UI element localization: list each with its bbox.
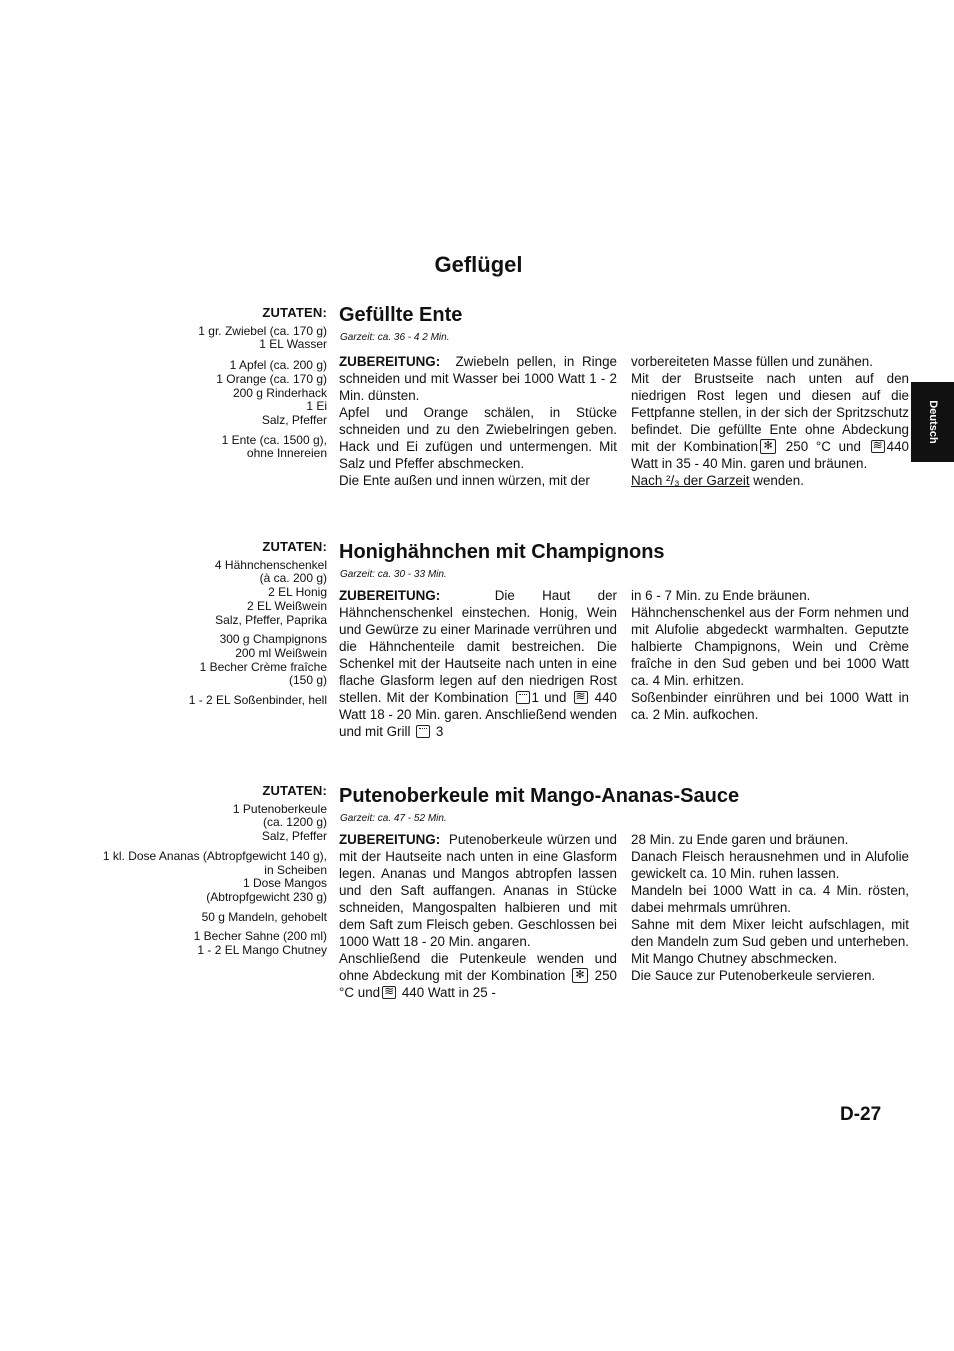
- microwave-icon: [382, 986, 396, 999]
- ingredient-line: 1 Apfel (ca. 200 g): [229, 358, 327, 373]
- cooking-time: Garzeit: ca. 36 - 4 2 Min.: [340, 332, 450, 343]
- prep-text: Die Haut der Hähnchenschenkel einstechen. Honig, Wein und Gewürze zu einer Marinade verrühren und die Hähnchenteile damit bestreichen. Die Schenkel mit der Hautseite nach unten in eine flache Glasform legen auf den niedrigen Rost stellen. Mit der Kombination: [339, 588, 617, 705]
- page-title: Geflügel: [434, 252, 523, 277]
- ingredients-list: [60, 540, 327, 714]
- ingredient-line: 200 ml Weißwein: [235, 645, 327, 660]
- zubereitung-label: ZUBEREITUNG:: [339, 354, 441, 369]
- prep-text: Die Ente außen und innen würzen, mit der: [339, 473, 590, 488]
- ingredient-line: 2 EL Honig: [268, 585, 327, 600]
- ingredient-line: 1 EL Wasser: [259, 337, 327, 352]
- ingredient-line: 1 Ente (ca. 1500 g),: [221, 432, 327, 447]
- cooking-time: Garzeit: ca. 30 - 33 Min.: [340, 569, 447, 580]
- ingredient-group: [60, 930, 327, 957]
- prep-text: 28 Min. zu Ende garen und bräunen.: [631, 832, 849, 847]
- preparation-column-2: [631, 831, 909, 984]
- prep-text: in 6 - 7 Min. zu Ende bräunen.: [631, 588, 811, 603]
- ingredient-line: Salz, Pfeffer: [261, 829, 327, 844]
- ingredient-line: 1 Putenoberkeule: [232, 801, 327, 816]
- microwave-icon: [574, 691, 588, 704]
- cooking-time: Garzeit: ca. 47 - 52 Min.: [340, 813, 447, 824]
- ingredient-line: (150 g): [288, 673, 327, 688]
- ingredient-line: 1 Becher Sahne (200 ml): [193, 929, 327, 944]
- recipe-title: Honighähnchen mit Champignons: [339, 541, 665, 563]
- ingredients-list: [60, 306, 327, 467]
- microwave-icon: [871, 440, 885, 453]
- prep-text: 250 °C und: [778, 439, 869, 454]
- language-tab-label: Deutsch: [926, 400, 939, 444]
- ingredient-group: [60, 803, 327, 844]
- zutaten-label: ZUTATEN:: [262, 783, 327, 798]
- ingredient-group: [60, 694, 327, 708]
- prep-text: Die Sauce zur Putenoberkeule servieren.: [631, 968, 876, 983]
- ingredient-line: 1 Becher Crème fraîche: [199, 659, 327, 674]
- preparation-column-2: [631, 587, 909, 723]
- ingredient-line: (Abtropfgewicht 230 g): [206, 889, 327, 904]
- prep-text: 3: [432, 724, 444, 739]
- prep-text: Anschließend die Putenkeule wenden und ohne Abdeckung mit der Kombination: [339, 951, 617, 983]
- ingredient-group: [60, 434, 327, 461]
- prep-text: Apfel und Orange schälen, in Stücke schneiden und zu den Zwiebelringen geben. Hack und Ei zufügen und untermengen. Mit Salz und Pfeffer abschmecken.: [339, 405, 617, 471]
- recipe-title: Gefüllte Ente: [339, 304, 463, 326]
- ingredient-group: [60, 911, 327, 925]
- prep-text: Mit der Brustseite nach unten auf den niedrigen Rost legen und diesen auf die Fettpfanne stellen, in der sich der Spritzschutz befindet. Die gefüllte Ente ohne Abdeckung mit der Kombination: [631, 371, 909, 454]
- ingredient-line: ohne Innereien: [246, 446, 327, 461]
- preparation-column-1: [339, 353, 617, 489]
- prep-text: Danach Fleisch herausnehmen und in Alufolie gewickelt ca. 10 Min. ruhen lassen.: [631, 849, 909, 881]
- ingredient-line: 1 Orange (ca. 170 g): [216, 371, 327, 386]
- ingredient-group: [60, 359, 327, 428]
- convection-icon: [760, 439, 776, 454]
- ingredient-line: 1 - 2 EL Mango Chutney: [197, 943, 327, 958]
- grill-icon: [416, 725, 430, 738]
- zubereitung-label: ZUBEREITUNG:: [339, 832, 441, 847]
- prep-text-underlined: Nach ²/₃ der Garzeit: [631, 473, 750, 488]
- ingredient-line: (ca. 1200 g): [262, 815, 327, 830]
- preparation-column-1: [339, 587, 617, 740]
- prep-text: Putenoberkeule würzen und mit der Hautseite nach unten in eine Glasform legen. Ananas und Mangos abtropfen lassen und den Saft auffangen. Ananas in Stücke schneiden, Mangospalten halbieren und mit dem Saft zum Fleisch geben. Geschlossen bei 1000 Watt 18 - 20 Min. angaren.: [339, 832, 617, 949]
- ingredient-group: [60, 559, 327, 628]
- ingredient-line: 1 gr. Zwiebel (ca. 170 g): [198, 323, 327, 338]
- ingredient-line: Salz, Pfeffer: [261, 412, 327, 427]
- prep-text: Sahne mit dem Mixer leicht aufschlagen, mit den Mandeln zum Sud geben und unterheben. Mit Mango Chutney abschmecken.: [631, 917, 909, 966]
- prep-text: wenden.: [749, 473, 804, 488]
- ingredients-list: [60, 784, 327, 964]
- ingredient-line: (à ca. 200 g): [259, 571, 327, 586]
- prep-text: 440 Watt in 35 - 40 Min. garen und bräunen.: [631, 439, 909, 471]
- prep-text: vorbereiteten Masse füllen und zunähen.: [631, 354, 873, 369]
- convection-icon: [572, 968, 588, 983]
- ingredient-line: 2 EL Weißwein: [246, 598, 327, 613]
- prep-text: 440 Watt 18 - 20 Min. garen. Anschließend wenden und mit Grill: [339, 690, 617, 739]
- ingredient-line: 1 - 2 EL Soßenbinder, hell: [188, 693, 327, 708]
- zubereitung-label: ZUBEREITUNG:: [339, 588, 441, 603]
- prep-text: Hähnchenschenkel aus der Form nehmen und mit Alufolie abgedeckt warmhalten. Geputzte halbierte Champignons, Wein und Crème fraîche in den Sud geben und bei 1000 Watt ca. 4 Min. erhitzen.: [631, 605, 909, 688]
- ingredient-line: 200 g Rinderhack: [232, 385, 327, 400]
- prep-text: Soßenbinder einrühren und bei 1000 Watt in ca. 2 Min. aufkochen.: [631, 690, 909, 722]
- page-number: D-27: [840, 1104, 882, 1125]
- ingredient-line: 4 Hähnchenschenkel: [214, 557, 327, 572]
- ingredient-group: [60, 325, 327, 352]
- prep-text: Mandeln bei 1000 Watt in ca. 4 Min. rösten, dabei mehrmals umrühren.: [631, 883, 909, 915]
- ingredient-group: [60, 633, 327, 688]
- prep-text: 250 °C und: [339, 968, 617, 1000]
- ingredient-line: 1 kl. Dose Ananas (Abtropfgewicht 140 g),: [102, 848, 327, 863]
- ingredient-line: 300 g Champignons: [219, 632, 327, 647]
- ingredient-line: 1 Ei: [306, 399, 327, 414]
- recipe-title: Putenoberkeule mit Mango-Ananas-Sauce: [339, 785, 740, 807]
- ingredient-line: in Scheiben: [264, 862, 327, 877]
- grill-icon: [516, 691, 530, 704]
- zutaten-label: ZUTATEN:: [262, 305, 327, 320]
- language-tab: [911, 382, 954, 462]
- preparation-column-1: [339, 831, 617, 1001]
- prep-text: Zwiebeln pellen, in Ringe schneiden und mit Wasser bei 1000 Watt 1 - 2 Min. dünsten.: [339, 354, 617, 403]
- ingredient-line: 1 Dose Mangos: [242, 876, 327, 891]
- prep-text: 1 und: [531, 690, 572, 705]
- ingredient-group: [60, 850, 327, 905]
- zutaten-label: ZUTATEN:: [262, 539, 327, 554]
- prep-text: 440 Watt in 25 -: [398, 985, 496, 1000]
- preparation-column-2: [631, 353, 909, 489]
- ingredient-line: Salz, Pfeffer, Paprika: [215, 612, 327, 627]
- ingredient-line: 50 g Mandeln, gehobelt: [201, 909, 327, 924]
